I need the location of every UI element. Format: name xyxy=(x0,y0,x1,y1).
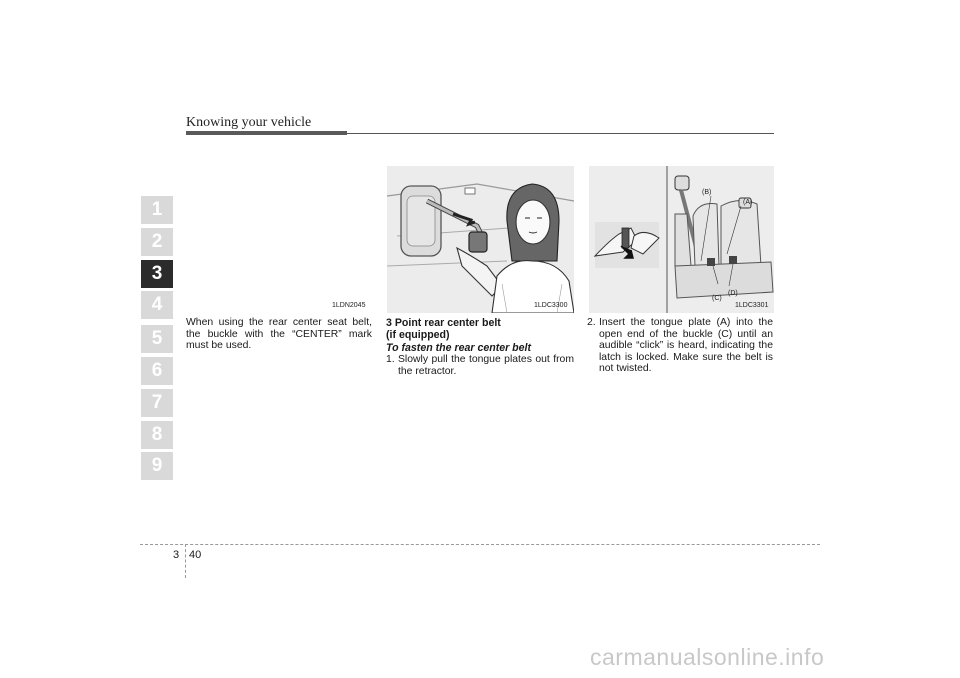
procedure-subheading: To fasten the rear center belt xyxy=(386,342,532,354)
callout-label-a: (A) xyxy=(743,199,753,206)
chapter-tab-5[interactable]: 5 xyxy=(141,325,173,353)
site-watermark: carmanualsonline.info xyxy=(590,644,825,670)
belt-pull-illustration xyxy=(387,166,574,313)
figure-code-1: 1LDN2045 xyxy=(332,302,366,309)
callout-label-d: (D) xyxy=(728,290,738,297)
step-2-text: Insert the tongue plate (A) into the open end of the buckle (C) until an audible “click” is heard, indicating the latch is locked. Make sure the belt is not twisted. xyxy=(599,317,773,374)
rear-center-belt-section xyxy=(386,317,574,377)
callout-label-b: (B) xyxy=(702,189,712,196)
page-number: 40 xyxy=(189,549,202,561)
figure-code-3: 1LDC3301 xyxy=(735,302,769,309)
header-accent-bar xyxy=(186,131,347,135)
running-header-title: Knowing your vehicle xyxy=(186,115,312,130)
center-buckle-note: When using the rear center seat belt, the buckle with the “CENTER” mark must be used. xyxy=(186,317,372,351)
procedure-step-2 xyxy=(587,317,773,375)
section-heading-line1: 3 Point rear center belt xyxy=(386,317,501,329)
callout-label-c: (C) xyxy=(712,295,722,302)
footer-divider xyxy=(185,544,186,578)
chapter-tab-2[interactable]: 2 xyxy=(141,228,173,256)
step-1-text: Slowly pull the tongue plates out from the retractor. xyxy=(398,354,574,377)
figure-code-2: 1LDC3300 xyxy=(534,302,568,309)
chapter-tab-3[interactable]: 3 xyxy=(141,260,173,288)
chapter-tab-1[interactable]: 1 xyxy=(141,196,173,224)
figure-rear-center-buckle xyxy=(589,166,774,313)
section-heading-line2: (if equipped) xyxy=(386,329,450,341)
chapter-tab-9[interactable]: 9 xyxy=(141,452,173,480)
chapter-tab-8[interactable]: 8 xyxy=(141,421,173,449)
step-2-number: 2. xyxy=(587,317,596,328)
chapter-tab-4[interactable]: 4 xyxy=(141,291,173,319)
chapter-tab-7[interactable]: 7 xyxy=(141,389,173,417)
chapter-tab-6[interactable]: 6 xyxy=(141,357,173,385)
buckle-seat-illustration xyxy=(589,166,774,313)
page-section-number: 3 xyxy=(173,549,180,561)
footer-rule xyxy=(140,544,820,545)
procedure-step-1 xyxy=(386,354,574,377)
step-1-number: 1. xyxy=(386,354,395,365)
figure-rear-center-belt-pull xyxy=(387,166,574,313)
